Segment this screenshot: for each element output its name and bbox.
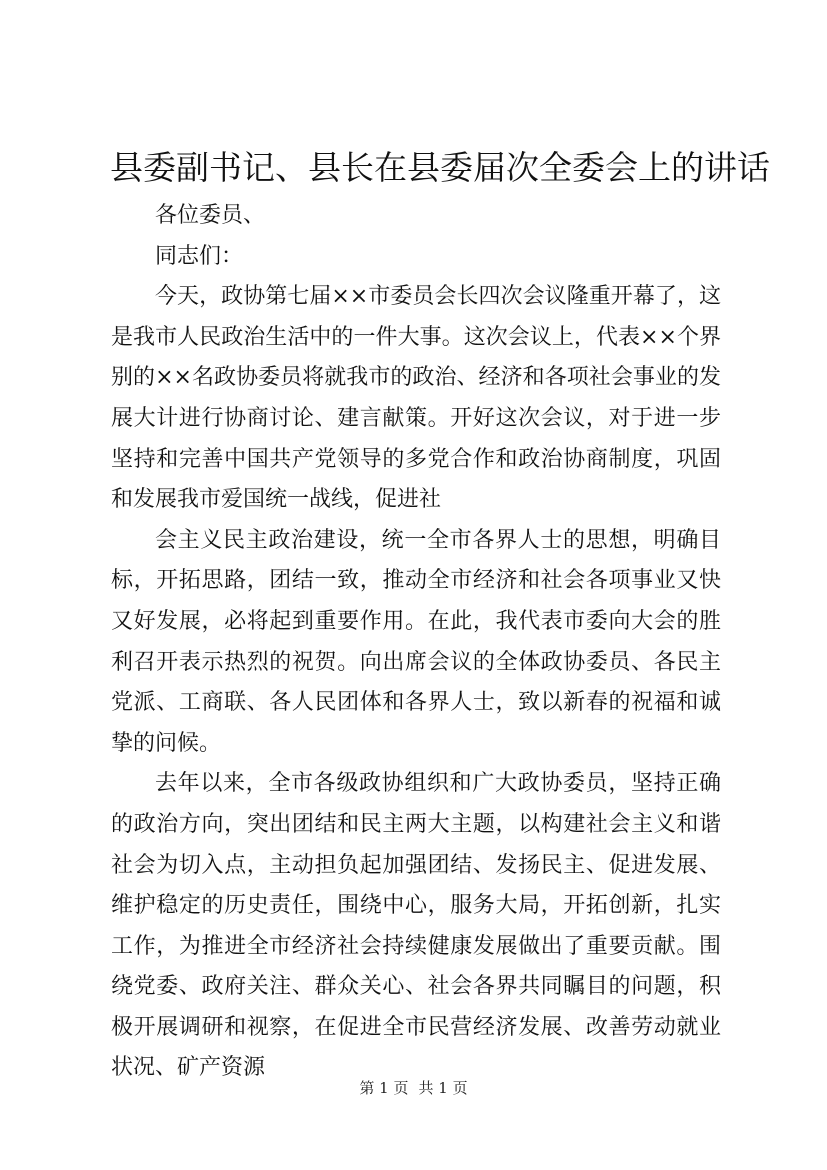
page-number: 第 1 页: [359, 1079, 409, 1097]
document-body: [111, 196, 721, 1089]
salutation-line-2: 同志们：: [155, 243, 244, 269]
salutation-line-1: 各位委员、: [155, 203, 266, 228]
page-total: 共 1 页: [418, 1079, 468, 1097]
body-paragraph: 会主义民主政治建设，统一全市各界人士的思想，明确目标，开拓思路，团结一致，推动全市经济和社会各项事业又快又好发展，必将起到重要作用。在此，我代表市委向大会的胜利召开表示热烈的祝贺。向出席会议的全体政协委员、各民主党派、工商联、各人民团体和各界人士，致以新春的祝福和诚挚的问候。: [111, 527, 721, 756]
body-paragraph: 今天，政协第七届××市委员会长四次会议隆重开幕了，这是我市人民政治生活中的一件大事。这次会议上，代表××个界别的××名政协委员将就我市的政治、经济和各项社会事业的发展大计进行协商讨论、建言献策。开好这次会议，对于进一步坚持和完善中国共产党领导的多党合作和政治协商制度，巩固和发展我市爱国统一战线，促进社: [111, 284, 721, 513]
page-footer: [0, 1078, 827, 1098]
document-title: 县委副书记、县长在县委届次全委会上的讲话: [110, 148, 770, 187]
body-paragraph: 去年以来，全市各级政协组织和广大政协委员，坚持正确的政治方向，突出团结和民主两大主题，以构建社会主义和谐社会为切入点，主动担负起加强团结、发扬民主、促进发展、维护稳定的历史责任，围绕中心，服务大局，开拓创新，扎实工作，为推进全市经济社会持续健康发展做出了重要贡献。围绕党委、政府关注、群众关心、社会各界共同瞩目的问题，积极开展调研和视察，在促进全市民营经济发展、改善劳动就业状况、矿产资源: [111, 771, 721, 1081]
